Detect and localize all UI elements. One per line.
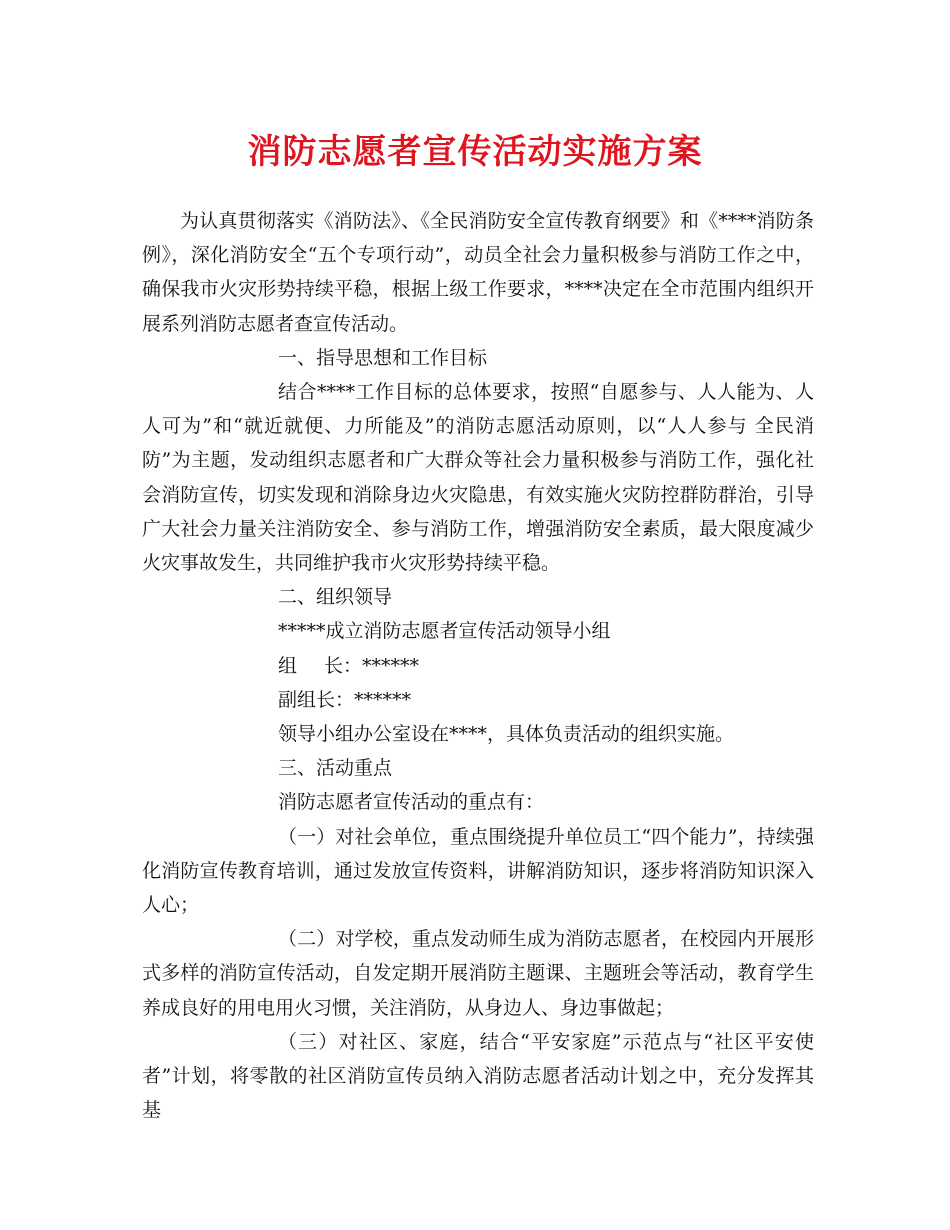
group-leader-label-part2: 长：****** (324, 654, 420, 677)
section-heading-1: 一、指导思想和工作目标 (278, 346, 488, 369)
focus-item-3: （三）对社区、家庭，结合“平安家庭”示范点与“社区平安使者”计划，将零散的社区消防宣传员纳入消防志愿者活动计划之中，充分发挥其基 (142, 1030, 814, 1122)
office-line: 领导小组办公室设在****，具体负责活动的组织实施。 (278, 723, 735, 746)
focus-intro-line: 消防志愿者宣传活动的重点有： (278, 791, 545, 814)
focus-item-2: （二）对学校，重点发动师生成为消防志愿者，在校园内开展形式多样的消防宣传活动，自发定期开展消防主题课、主题班会等活动，教育学生养成良好的用电用火习惯，关注消防，从身边人、身边事做起； (142, 928, 814, 1019)
document-body (142, 204, 814, 1127)
group-leader-label-part1: 组 (278, 654, 298, 677)
section-heading-3: 三、活动重点 (278, 757, 393, 780)
group-leader-line (142, 649, 814, 683)
section-heading-2: 二、组织领导 (278, 586, 393, 609)
intro-paragraph: 为认真贯彻落实《消防法》、《全民消防安全宣传教育纲要》和《****消防条例》，深化消防安全“五个专项行动”，动员全社会力量积极参与消防工作之中，确保我市火灾形势持续平稳，根据上级工作要求，****决定在全市范围内组织开展系列消防志愿者查宣传活动。 (142, 210, 814, 335)
section-1-paragraph: 结合****工作目标的总体要求，按照“自愿参与、人人能为、人人可为”和“就近就便、力所能及”的消防志愿活动原则，以“人人参与 全民消防”为主题，发动组织志愿者和广大群众等社会力量积极参与消防工作，强化社会消防宣传，切实发现和消除身边火灾隐患，有效实施火灾防控群防群治，引导广大社会力量关注消防安全、参与消防工作，增强消防安全素质，最大限度减少火灾事故发生，共同维护我市火灾形势持续平稳。 (142, 381, 814, 575)
document-title: 消防志愿者宣传活动实施方案 (247, 132, 703, 172)
focus-item-1: （一）对社会单位，重点围绕提升单位员工“四个能力”，持续强化消防宣传教育培训，通过发放宣传资料，讲解消防知识，逐步将消防知识深入人心； (142, 825, 814, 917)
deputy-leader-line: 副组长：****** (278, 688, 412, 711)
leadership-group-line: *****成立消防志愿者宣传活动领导小组 (278, 620, 611, 643)
